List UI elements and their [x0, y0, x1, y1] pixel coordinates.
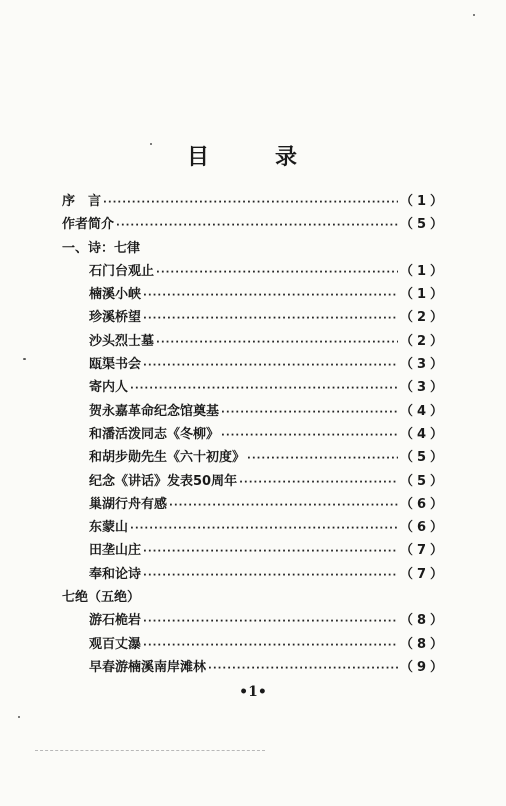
toc-entry-page: （4） — [399, 426, 447, 442]
toc-entry-label: 东蒙山 — [89, 520, 129, 536]
toc-entry-label: 贺永嘉革命纪念馆奠基 — [89, 403, 220, 419]
toc-entry-page: （2） — [399, 310, 447, 326]
dot-leader — [143, 546, 398, 557]
scan-speck — [473, 14, 475, 16]
toc-entry-label: 作者简介 — [62, 217, 115, 233]
toc-entry — [62, 190, 447, 213]
scan-rule-line — [35, 750, 265, 751]
toc-entry — [62, 656, 447, 679]
toc-entry — [62, 306, 447, 329]
toc-entry-page: （7） — [399, 566, 447, 582]
toc-entry-label: 游石桅岩 — [89, 613, 142, 629]
toc-entry-label: 瓯渠书会 — [89, 357, 142, 373]
toc-entry — [62, 283, 447, 306]
toc-entry-page: （4） — [399, 403, 447, 419]
toc-entry-label: 序 言 — [62, 194, 102, 209]
toc-entry-label: 珍溪桥望 — [89, 310, 142, 326]
dot-leader — [103, 197, 398, 208]
toc-entry-page: （1） — [399, 194, 447, 209]
toc-entry — [62, 516, 447, 539]
page-title: 目 录 — [186, 145, 319, 170]
toc-section-heading — [62, 237, 447, 260]
dot-leader — [221, 430, 398, 441]
toc-entry-page: （5） — [399, 473, 447, 489]
toc-entry — [62, 330, 447, 353]
table-of-contents — [62, 190, 447, 679]
dot-leader — [239, 477, 398, 488]
dot-leader — [221, 407, 398, 418]
toc-entry — [62, 400, 447, 423]
dot-leader — [169, 500, 398, 511]
toc-entry-label: 楠溪小峡 — [89, 287, 142, 303]
toc-entry — [62, 423, 447, 446]
toc-entry — [62, 446, 447, 469]
toc-entry-label: 和胡步勋先生《六十初度》 — [89, 450, 246, 466]
scan-speck — [23, 358, 26, 360]
scan-speck — [18, 716, 20, 718]
toc-entry — [62, 539, 447, 562]
toc-entry-label: 奉和论诗 — [89, 566, 142, 582]
toc-entry-page: （3） — [399, 380, 447, 396]
toc-entry-page: （7） — [399, 543, 447, 559]
toc-entry-label: 观百丈瀑 — [89, 636, 142, 652]
toc-entry — [62, 353, 447, 376]
toc-entry-label: 纪念《讲话》发表50周年 — [89, 473, 238, 489]
dot-leader — [143, 640, 398, 651]
toc-entry-page: （5） — [399, 450, 447, 466]
dot-leader — [208, 663, 398, 674]
toc-entry-label: 沙头烈士墓 — [89, 333, 155, 349]
toc-entry-page: （9） — [399, 659, 447, 675]
dot-leader — [143, 570, 398, 581]
toc-entry-label: 早春游楠溪南岸滩林 — [89, 659, 207, 675]
dot-leader — [143, 616, 398, 627]
toc-entry — [62, 470, 447, 493]
toc-entry-page: （6） — [399, 496, 447, 512]
toc-entry — [62, 260, 447, 283]
toc-entry-page: （1） — [399, 263, 447, 279]
dot-leader — [143, 290, 398, 301]
toc-entry-label: 七绝（五绝） — [62, 590, 141, 606]
toc-entry-page: （1） — [399, 287, 447, 303]
toc-entry-label: 和潘活泼同志《冬柳》 — [89, 426, 220, 442]
dot-leader — [143, 360, 398, 371]
toc-section-heading — [62, 586, 447, 609]
toc-entry-label: 石门台观止 — [89, 263, 155, 279]
toc-entry — [62, 376, 447, 399]
toc-entry-label: 寄内人 — [89, 380, 129, 396]
toc-entry — [62, 493, 447, 516]
toc-entry — [62, 213, 447, 236]
scan-speck — [150, 143, 152, 145]
page-number: •1• — [239, 684, 267, 700]
toc-entry — [62, 633, 447, 656]
dot-leader — [130, 383, 398, 394]
dot-leader — [130, 523, 398, 534]
toc-entry — [62, 563, 447, 586]
dot-leader — [156, 337, 398, 348]
toc-entry-page: （2） — [399, 333, 447, 349]
toc-entry-page: （5） — [399, 217, 447, 233]
toc-entry-page: （6） — [399, 520, 447, 536]
toc-entry — [62, 609, 447, 632]
dot-leader — [156, 267, 398, 278]
dot-leader — [116, 220, 398, 231]
dot-leader — [247, 453, 398, 464]
toc-entry-page: （8） — [399, 636, 447, 652]
toc-entry-label: 巢湖行舟有感 — [89, 496, 168, 512]
toc-entry-page: （3） — [399, 357, 447, 373]
toc-entry-label: 一、诗：七律 — [62, 240, 141, 256]
toc-entry-label: 田垄山庄 — [89, 543, 142, 559]
toc-entry-page: （8） — [399, 613, 447, 629]
dot-leader — [143, 313, 398, 324]
